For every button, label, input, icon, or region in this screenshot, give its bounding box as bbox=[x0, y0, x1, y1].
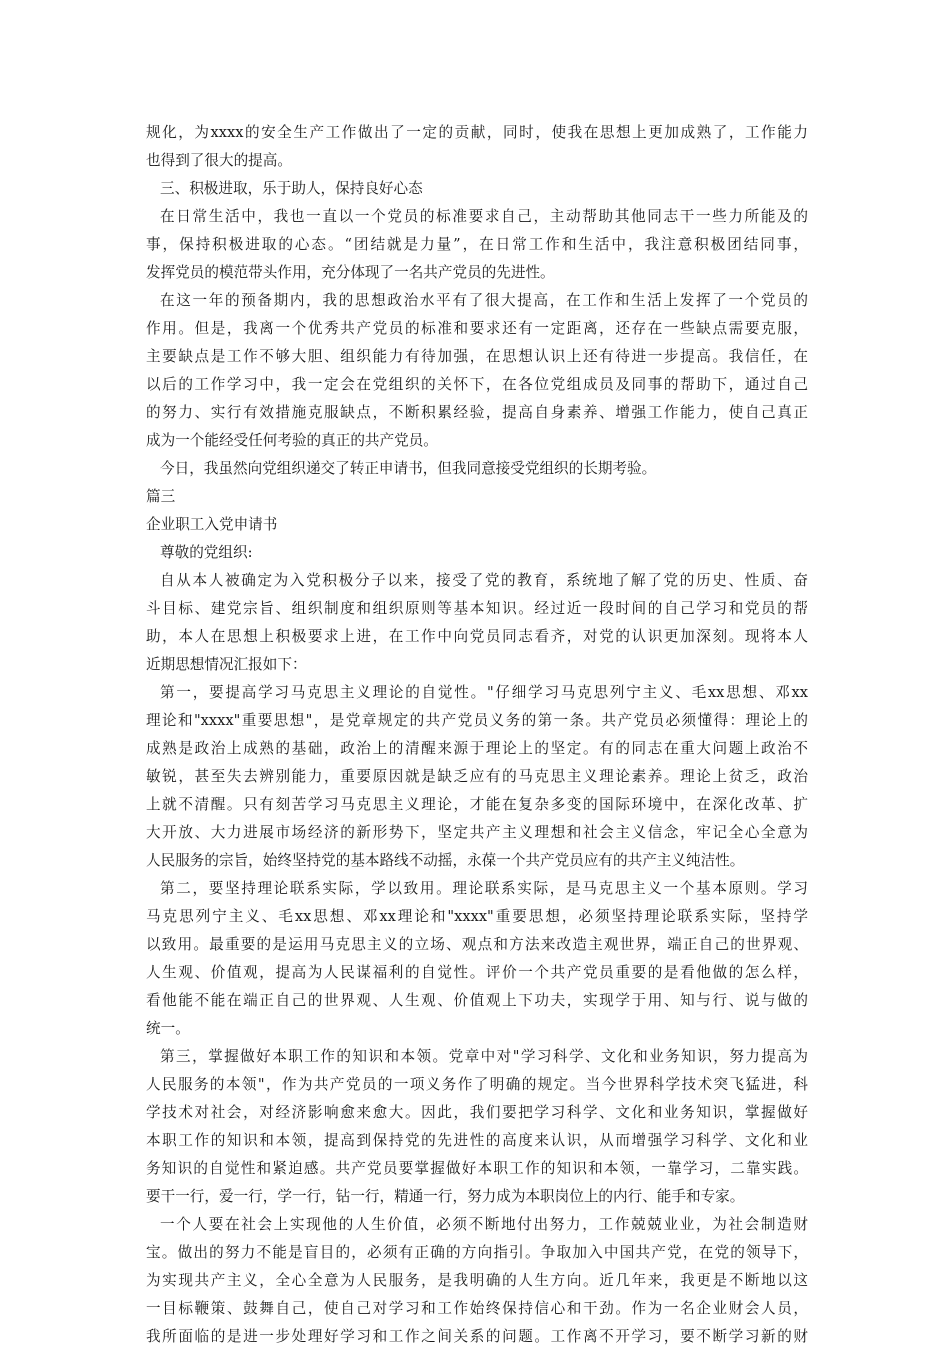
text-line: 一个人要在社会上实现他的人生价值，必须不断地付出努力，工作兢兢业业，为社会制造财 bbox=[160, 1216, 808, 1233]
text-line: 本职工作的知识和本领，提高到保持党的先进性的高度来认识，从而增强学习科学、文化和业 bbox=[146, 1132, 808, 1149]
text-line: 成为一个能经受任何考验的真正的共产党员。 bbox=[146, 432, 438, 449]
text-line: 人生观、价值观，提高为人民谋福利的自觉性。评价一个共产党员重要的是看他做的怎么样， bbox=[146, 964, 808, 981]
text-line: 在日常生活中，我也一直以一个党员的标准要求自己，主动帮助其他同志干一些力所能及的 bbox=[160, 208, 808, 225]
text-line: 主要缺点是工作不够大胆、组织能力有待加强，在思想认识上还有待进一步提高。我信任，在 bbox=[146, 348, 808, 365]
text-line: 今日，我虽然向党组织递交了转正申请书，但我同意接受党组织的长期考验。 bbox=[160, 460, 657, 477]
text-line: 看他能不能在端正自己的世界观、人生观、价值观上下功夫，实现学于用、知与行、说与做的 bbox=[146, 992, 808, 1009]
text-line: 我所面临的是进一步处理好学习和工作之间关系的问题。工作离不开学习，要不断学习新的财 bbox=[146, 1328, 808, 1345]
text-line: 的努力、实行有效措施克服缺点，不断积累经验，提高自身素养、增强工作能力，使自己真正 bbox=[146, 404, 808, 421]
text-line: 第二，要坚持理论联系实际，学以致用。理论联系实际，是马克思主义一个基本原则。学习 bbox=[160, 880, 808, 897]
text-line: 第三，掌握做好本职工作的知识和本领。党章中对"学习科学、文化和业务知识，努力提高为 bbox=[160, 1048, 808, 1065]
text-line: 企业职工入党申请书 bbox=[146, 516, 278, 533]
text-line: 一目标鞭策、鼓舞自己，使自己对学习和工作始终保持信心和干劲。作为一名企业财会人员， bbox=[146, 1300, 808, 1317]
text-line: 学技术对社会，对经济影响愈来愈大。因此，我们要把学习科学、文化和业务知识，掌握做好 bbox=[146, 1104, 808, 1121]
text-line: 也得到了很大的提高。 bbox=[146, 152, 292, 169]
text-line: 大开放、大力进展市场经济的新形势下，坚定共产主义理想和社会主义信念，牢记全心全意为 bbox=[146, 824, 808, 841]
document-page bbox=[146, 119, 808, 1351]
text-line: 以致用。最重要的是运用马克思主义的立场、观点和方法来改造主观世界，端正自己的世界观、 bbox=[146, 936, 808, 953]
text-line: 篇三 bbox=[146, 488, 176, 505]
text-line: 作用。但是，我离一个优秀共产党员的标准和要求还有一定距离，还存在一些缺点需要克服， bbox=[146, 320, 808, 337]
text-line: 以后的工作学习中，我一定会在党组织的关怀下，在各位党组成员及同事的帮助下，通过自己 bbox=[146, 376, 808, 393]
text-line: 为实现共产主义，全心全意为人民服务，是我明确的人生方向。近几年来，我更是不断地以这 bbox=[146, 1272, 808, 1289]
text-line: 统一。 bbox=[146, 1020, 190, 1037]
text-line: 人民服务的宗旨，始终坚持党的基本路线不动摇，永葆一个共产党员应有的共产主义纯洁性。 bbox=[146, 852, 745, 869]
text-line: 成熟是政治上成熟的基础，政治上的清醒来源于理论上的坚定。有的同志在重大问题上政治不 bbox=[146, 740, 808, 757]
text-line: 三、积极进取，乐于助人，保持良好心态 bbox=[160, 180, 423, 197]
text-line: 发挥党员的模范带头作用，充分体现了一名共产党员的先进性。 bbox=[146, 264, 555, 281]
text-line: 助，本人在思想上积极要求上进，在工作中向党员同志看齐，对党的认识更加深刻。现将本人 bbox=[146, 628, 808, 645]
text-line: 斗目标、建党宗旨、组织制度和组织原则等基本知识。经过近一段时间的自己学习和党员的帮 bbox=[146, 600, 808, 617]
text-line: 马克思列宁主义、毛xx思想、邓xx理论和"xxxx"重要思想，必须坚持理论联系实际，坚持学 bbox=[146, 908, 808, 925]
text-line: 上就不清醒。只有刻苦学习马克思主义理论，才能在复杂多变的国际环境中，在深化改革、扩 bbox=[146, 796, 808, 813]
text-line: 事，保持积极进取的心态。“团结就是力量”，在日常工作和生活中，我注意积极团结同事， bbox=[146, 236, 808, 253]
text-line: 理论和"xxxx"重要思想"，是党章规定的共产党员义务的第一条。共产党员必须懂得：理论上的 bbox=[146, 712, 808, 729]
text-line: 规化，为xxxx的安全生产工作做出了一定的贡献，同时，使我在思想上更加成熟了，工作能力 bbox=[146, 124, 808, 141]
text-line: 要干一行，爱一行，学一行，钻一行，精通一行，努力成为本职岗位上的内行、能手和专家。 bbox=[146, 1188, 745, 1205]
text-line: 第一，要提高学习马克思主义理论的自觉性。"仔细学习马克思列宁主义、毛xx思想、邓xx bbox=[160, 684, 808, 701]
text-line: 宝。做出的努力不能是盲目的，必须有正确的方向指引。争取加入中国共产党，在党的领导下， bbox=[146, 1244, 808, 1261]
text-line: 尊敬的党组织: bbox=[160, 544, 253, 561]
text-line: 自从本人被确定为入党积极分子以来，接受了党的教育，系统地了解了党的历史、性质、奋 bbox=[160, 572, 808, 589]
text-line: 人民服务的本领"，作为共产党员的一项义务作了明确的规定。当今世界科学技术突飞猛进，科 bbox=[146, 1076, 808, 1093]
text-line: 敏锐，甚至失去辨别能力，重要原因就是缺乏应有的马克思主义理论素养。理论上贫乏，政治 bbox=[146, 768, 808, 785]
text-line: 近期思想情况汇报如下： bbox=[146, 656, 307, 673]
text-line: 在这一年的预备期内，我的思想政治水平有了很大提高，在工作和生活上发挥了一个党员的 bbox=[160, 292, 808, 309]
text-line: 务知识的自觉性和紧迫感。共产党员要掌握做好本职工作的知识和本领，一靠学习，二靠实践。 bbox=[146, 1160, 808, 1177]
